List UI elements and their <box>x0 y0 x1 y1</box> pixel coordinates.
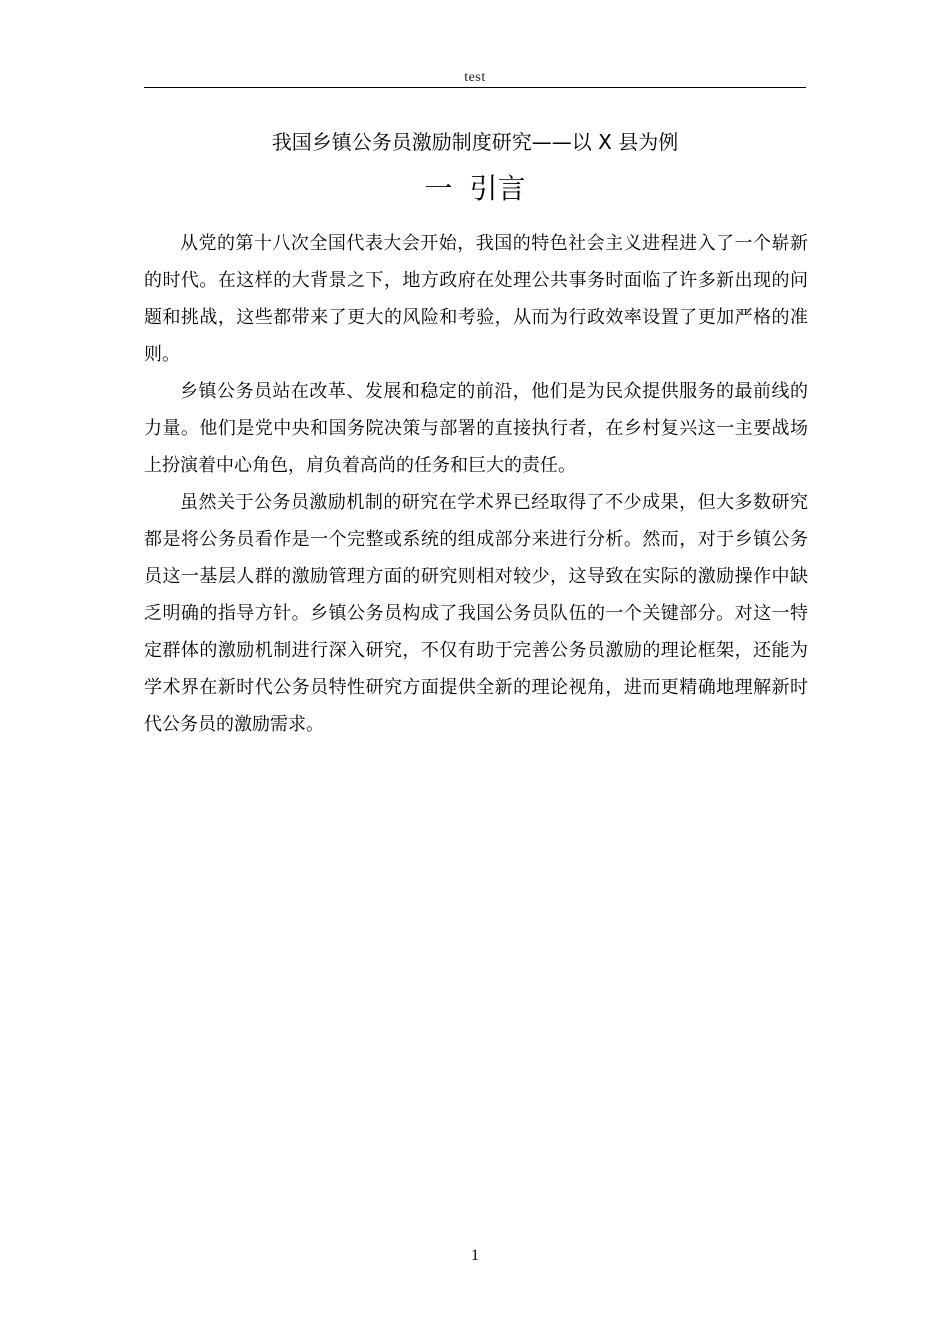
section-heading: 一 引言 <box>424 172 526 205</box>
document-title: 我国乡镇公务员激励制度研究——以 X 县为例 <box>271 130 679 154</box>
page-number: 1 <box>471 1247 479 1264</box>
page-header-text: test <box>464 70 486 85</box>
paragraph: 从党的第十八次全国代表大会开始，我国的特色社会主义进程进入了一个崭新的时代。在这样的大背景之下，地方政府在处理公共事务时面临了许多新出现的问题和挑战，这些都带来了更大的风险和考验，从而为行政效率设置了更加严格的准则。 <box>144 233 808 365</box>
paragraph: 乡镇公务员站在改革、发展和稳定的前沿，他们是为民众提供服务的最前线的力量。他们是党中央和国务院决策与部署的直接执行者，在乡村复兴这一主要战场上扮演着中心角色，肩负着高尚的任务和巨大的责任。 <box>144 381 808 476</box>
header-divider <box>144 87 806 88</box>
body-text <box>144 225 808 743</box>
paragraph: 虽然关于公务员激励机制的研究在学术界已经取得了不少成果，但大多数研究都是将公务员看作是一个完整或系统的组成部分来进行分析。然而，对于乡镇公务员这一基层人群的激励管理方面的研究则相对较少，这导致在实际的激励操作中缺乏明确的指导方针。乡镇公务员构成了我国公务员队伍的一个关键部分。对这一特定群体的激励机制进行深入研究，不仅有助于完善公务员激励的理论框架，还能为学术界在新时代公务员特性研究方面提供全新的理论视角，进而更精确地理解新时代公务员的激励需求。 <box>144 492 808 735</box>
